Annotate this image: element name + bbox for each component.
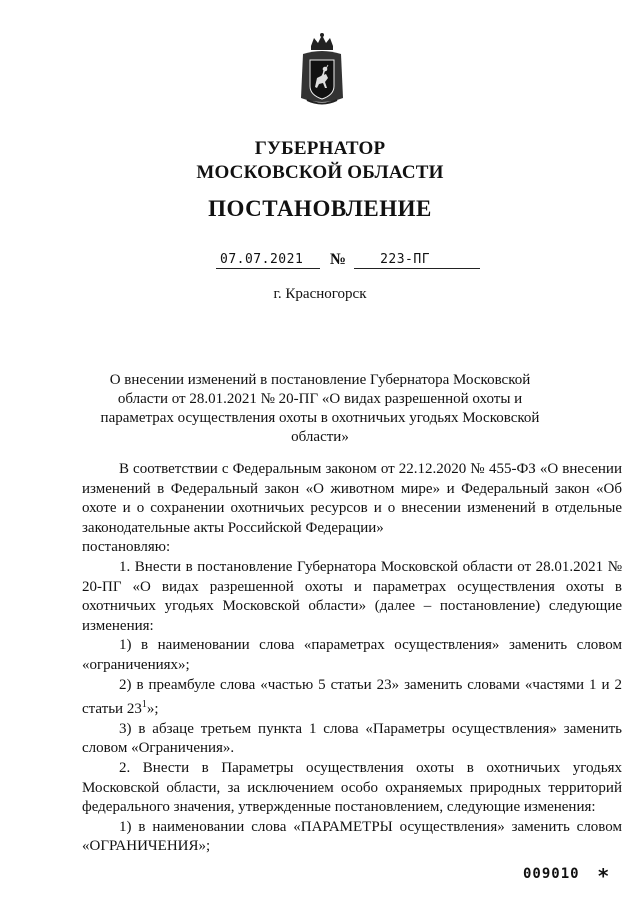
document-number: 223-ПГ <box>354 252 480 269</box>
document-date: 07.07.2021 <box>216 252 320 269</box>
body-paragraph-subitem-2-1: 1) в наименовании слова «ПАРАМЕТРЫ осуществления» заменить словом «ОГРАНИЧЕНИЯ»; <box>82 818 622 855</box>
body-paragraph-subitem-1-2 <box>82 676 622 720</box>
document-type: ПОСТАНОВЛЕНИЕ <box>208 196 432 221</box>
form-serial-number: 009010 <box>523 866 580 882</box>
body-paragraph-preamble: В соответствии с Федеральным законом от 22.12.2020 № 455-ФЗ «О внесении изменений в Федеральный закон «О животном мире» и Федеральный закон «Об охоте и о сохранении охотничьих ресурсов и о внесении изменений в отдельные законодательные акты Российской Федерации» <box>82 461 622 536</box>
issue-city: г. Красногорск <box>273 286 367 302</box>
document-body <box>82 460 622 857</box>
serial-star-mark: * <box>598 864 609 888</box>
body-paragraph-decree: постановляю: <box>82 539 171 556</box>
number-sign: № <box>330 251 347 268</box>
body-paragraph-subitem-1-1: 1) в наименовании слова «параметрах осуществления» заменить словом «ограничениях»; <box>82 637 622 673</box>
body-paragraph-item-1: 1. Внести в постановление Губернатора Московской области от 28.01.2021 № 20-ПГ «О видах разрешенной охоты и параметрах осуществления охоты в охотничьих угодьях Московской области» (далее – постановление) следующие изменения: <box>82 558 622 634</box>
coat-of-arms-icon <box>297 32 347 108</box>
document-subject: О внесении изменений в постановление Губернатора Московской области от 28.01.2021 № 20-ПГ «О видах разрешенной охоты и параметрах осуществления охоты в охотничьих угодьях Московской области» <box>100 372 540 445</box>
authority-title-line1: ГУБЕРНАТОР <box>254 138 386 159</box>
subitem-1-2-end: »; <box>146 701 159 718</box>
subitem-1-2-text: 2) в преамбуле слова «частью 5 статьи 23» заменить словами «частями 1 и 2 статьи 23 <box>82 676 622 718</box>
subitem-1-2-superscript: 1 <box>141 699 147 711</box>
authority-title-line2: МОСКОВСКОЙ ОБЛАСТИ <box>196 162 444 183</box>
date-number-line <box>216 251 480 269</box>
body-paragraph-item-2: 2. Внести в Параметры осуществления охоты в охотничьих угодьях Московской области, за исключением особо охраняемых природных территорий федерального значения, утвержденные постановлением, следующие изменения: <box>82 759 622 816</box>
body-paragraph-subitem-1-3: 3) в абзаце третьем пункта 1 слова «Параметры осуществления» заменить словом «Ограничения». <box>82 720 622 757</box>
